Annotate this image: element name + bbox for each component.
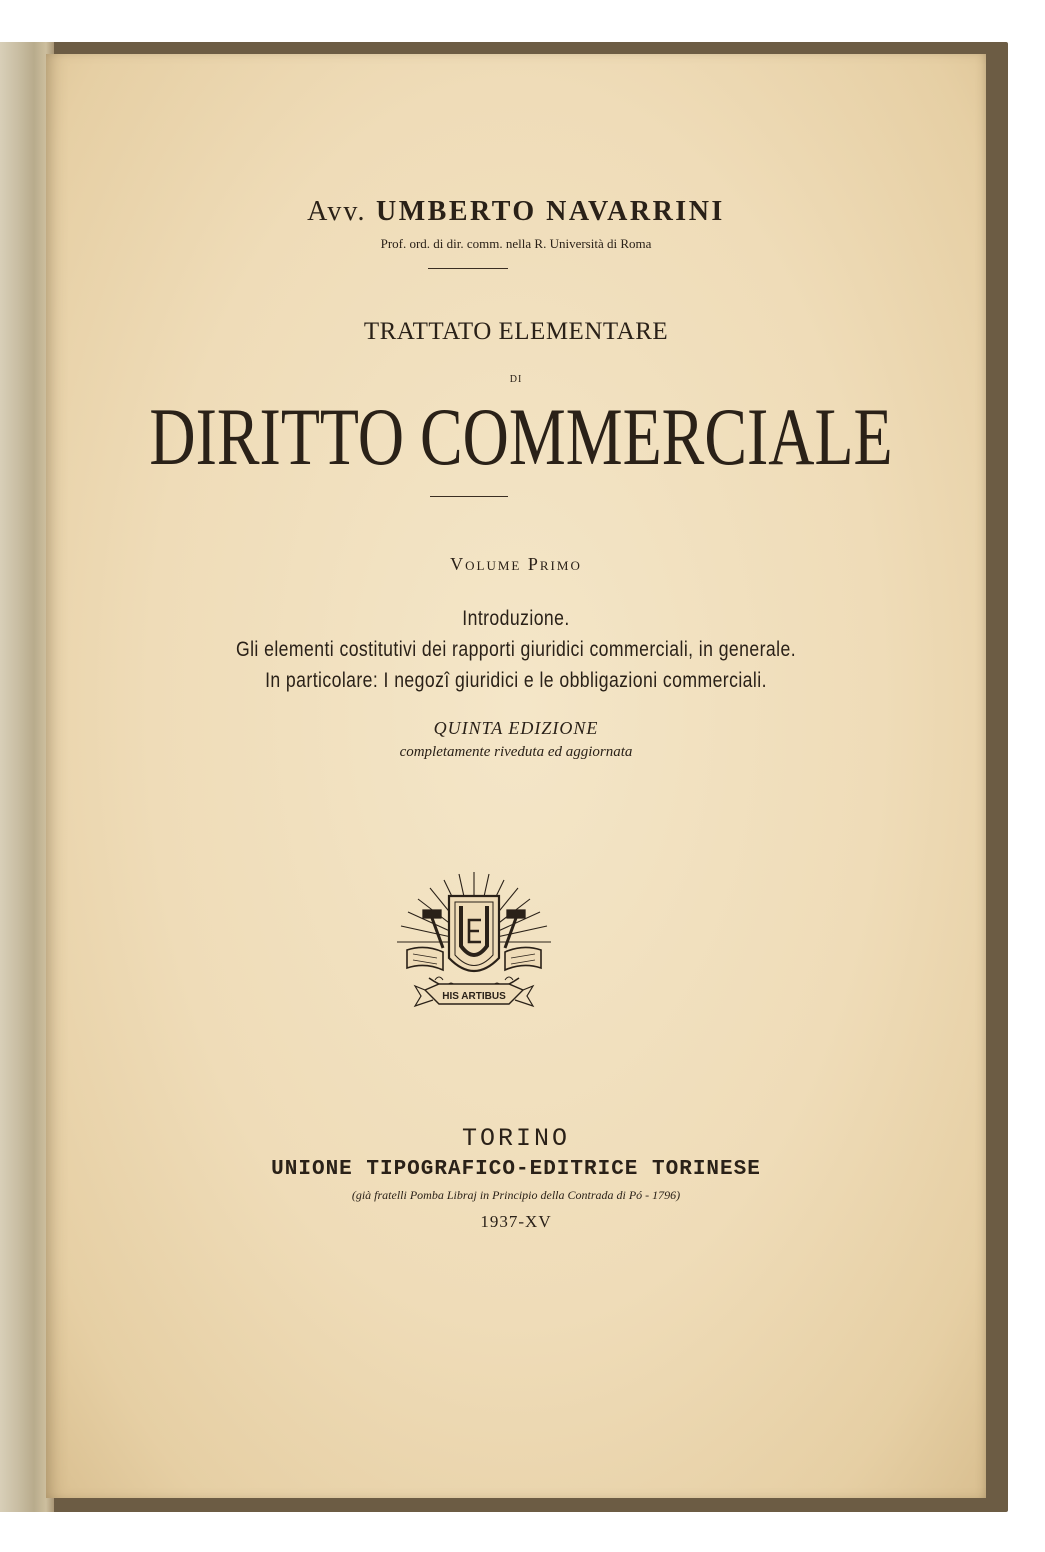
edition-note: completamente riveduta ed aggiornata bbox=[399, 744, 633, 760]
subject-line: Introduzione. bbox=[462, 607, 570, 630]
author-prefix: Avv. bbox=[307, 196, 367, 227]
subject-line: Gli elementi costitutivi dei rapporti giuridici commerciali, in generale. bbox=[235, 638, 797, 661]
title-connector: DI bbox=[509, 374, 523, 385]
author-name: UMBERTO NAVARRINI bbox=[376, 196, 725, 227]
main-title: DIRITTO COMMERCIALE bbox=[149, 391, 893, 482]
subject-line: In particolare: I negozî giuridici e le obbligazioni commerciali. bbox=[265, 669, 767, 692]
emblem-motto: HIS ARTIBUS bbox=[442, 991, 506, 1002]
divider-rule bbox=[430, 496, 508, 497]
title-prefix: TRATTATO ELEMENTARE bbox=[363, 318, 669, 345]
imprint-year: 1937-XV bbox=[480, 1212, 552, 1231]
imprint-publisher: UNIONE TIPOGRAFICO-EDITRICE TORINESE bbox=[271, 1158, 761, 1181]
volume-label: Volume Primo bbox=[450, 554, 582, 574]
publisher-device-icon bbox=[389, 866, 559, 1026]
edition-label: QUINTA EDIZIONE bbox=[433, 718, 599, 738]
author-affiliation: Prof. ord. di dir. comm. nella R. Università di Roma bbox=[380, 236, 652, 251]
author-line bbox=[46, 196, 986, 228]
title-page bbox=[46, 54, 986, 1498]
divider-rule bbox=[428, 268, 508, 269]
imprint-publisher-note: (già fratelli Pomba Libraj in Principio della Contrada di Pó - 1796) bbox=[351, 1188, 681, 1202]
imprint-city: TORINO bbox=[461, 1124, 570, 1153]
